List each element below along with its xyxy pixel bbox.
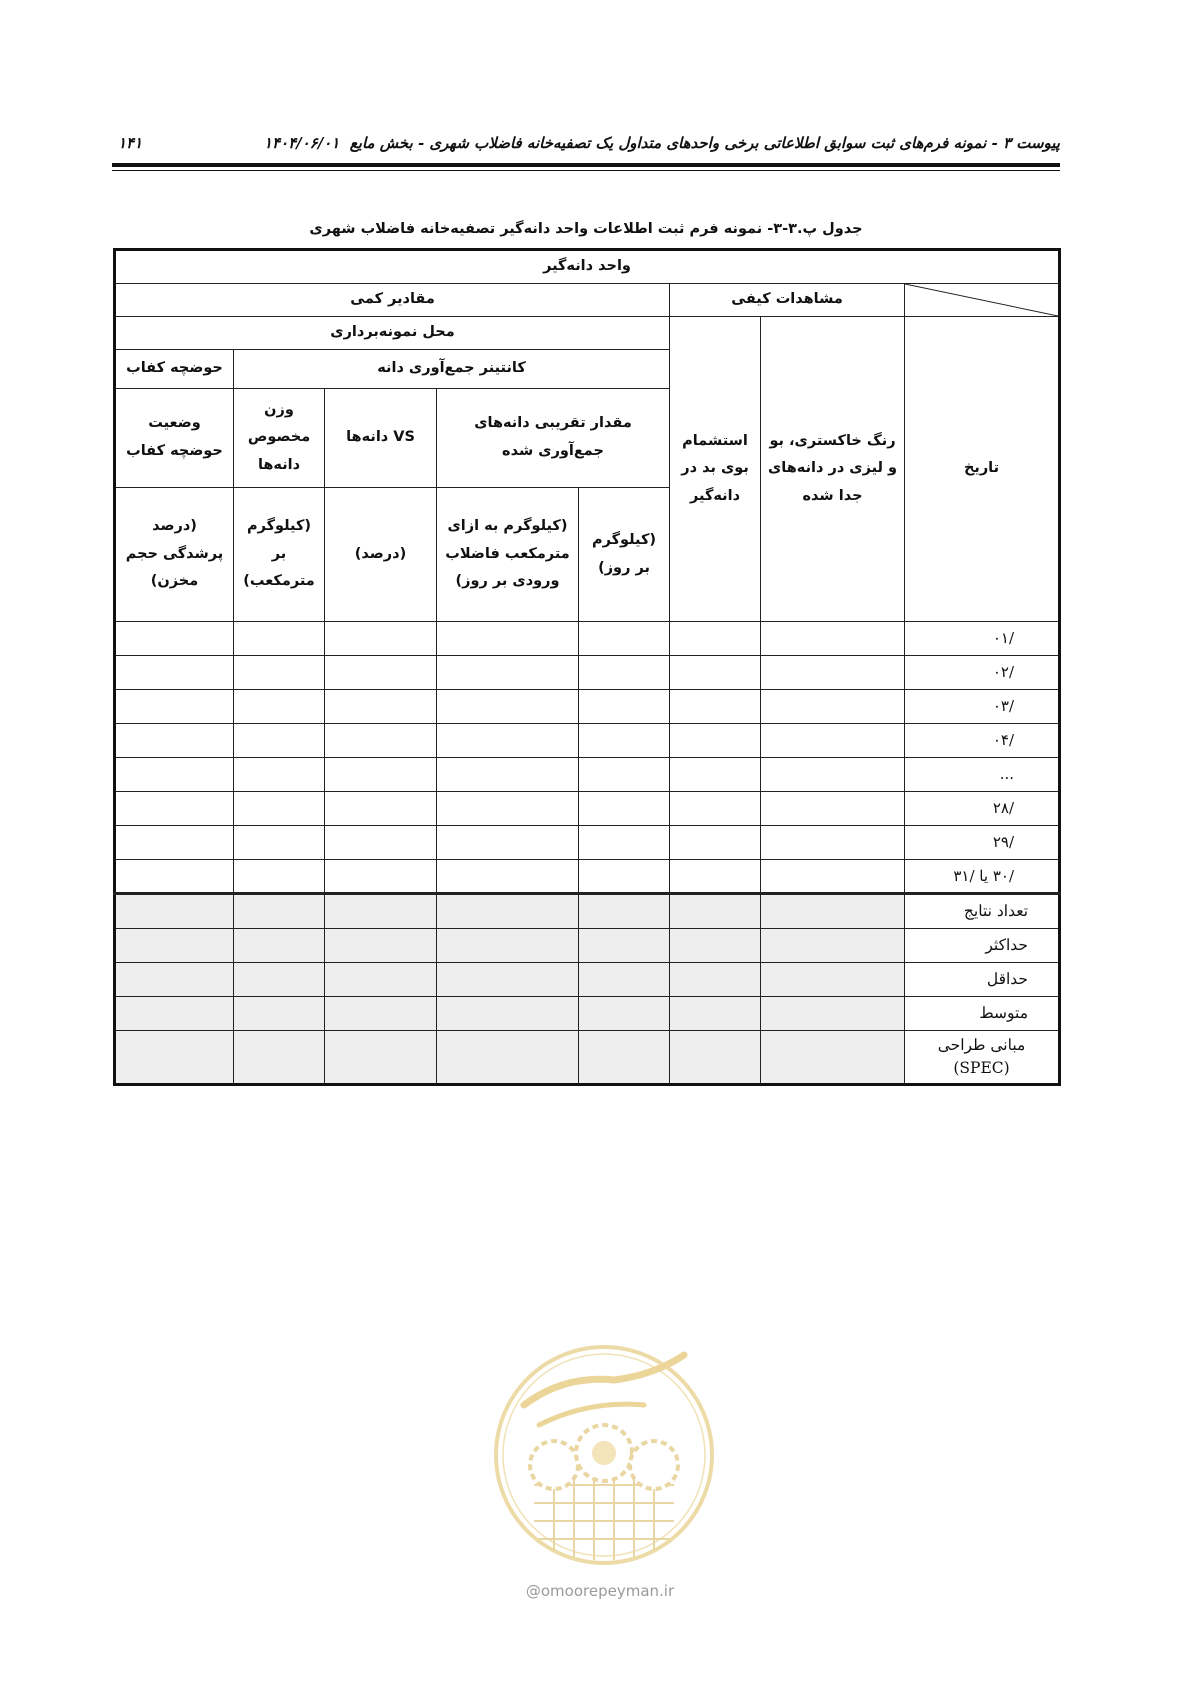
entry-cell[interactable] <box>437 860 579 894</box>
summary-cell[interactable] <box>115 963 234 997</box>
entry-cell[interactable] <box>579 758 670 792</box>
summary-row <box>115 997 1060 1031</box>
date-cell: ... <box>905 758 1060 792</box>
summary-row <box>115 963 1060 997</box>
entry-cell[interactable] <box>437 656 579 690</box>
summary-cell[interactable] <box>325 929 437 963</box>
entry-cell[interactable] <box>115 622 234 656</box>
entry-cell[interactable] <box>761 622 905 656</box>
date-cell: /۰۴ <box>905 724 1060 758</box>
grit-amount-header: مقدار تقریبی دانه‌های جمع‌آوری شده <box>437 389 670 488</box>
entry-cell[interactable] <box>437 622 579 656</box>
header-date: ۱۴۰۴/۰۶/۰۱ <box>263 134 340 152</box>
page-header <box>112 130 1060 158</box>
entry-cell[interactable] <box>234 758 325 792</box>
entry-cell[interactable] <box>761 690 905 724</box>
summary-cell[interactable] <box>670 963 761 997</box>
summary-cell[interactable] <box>579 1031 670 1085</box>
summary-cell[interactable] <box>579 929 670 963</box>
entry-cell[interactable] <box>579 724 670 758</box>
entry-cell[interactable] <box>437 690 579 724</box>
entry-cell[interactable] <box>115 792 234 826</box>
summary-row <box>115 1031 1060 1085</box>
entry-cell[interactable] <box>234 860 325 894</box>
header-rule-thin <box>112 170 1060 171</box>
entry-cell[interactable] <box>761 656 905 690</box>
entry-cell[interactable] <box>670 758 761 792</box>
summary-cell[interactable] <box>437 929 579 963</box>
summary-label: تعداد نتایج <box>905 894 1060 929</box>
summary-cell[interactable] <box>234 997 325 1031</box>
date-cell: /۰۳ <box>905 690 1060 724</box>
date-cell: /۰۱ <box>905 622 1060 656</box>
entry-cell[interactable] <box>234 826 325 860</box>
summary-cell[interactable] <box>115 1031 234 1085</box>
qualitative-observations-header: مشاهدات کیفی <box>670 284 905 317</box>
table-row <box>115 656 1060 690</box>
entry-cell[interactable] <box>234 792 325 826</box>
entry-cell[interactable] <box>579 622 670 656</box>
table-caption: جدول پ.۳-۳- نمونه فرم ثبت اطلاعات واحد دانه‌گیر تصفیه‌خانه فاضلاب شهری <box>309 221 863 237</box>
summary-cell[interactable] <box>234 963 325 997</box>
quantitative-values-header: مقادیر کمی <box>115 284 670 317</box>
grit-unit-form-table <box>113 248 1061 1086</box>
table-row <box>115 690 1060 724</box>
header-rule-thick <box>112 163 1060 167</box>
table-row <box>115 792 1060 826</box>
date-cell: /۰۲ <box>905 656 1060 690</box>
date-cell: /۲۹ <box>905 826 1060 860</box>
summary-cell[interactable] <box>761 963 905 997</box>
summary-cell[interactable] <box>115 894 234 929</box>
entry-cell[interactable] <box>761 860 905 894</box>
summary-cell[interactable] <box>325 1031 437 1085</box>
entry-cell[interactable] <box>325 724 437 758</box>
date-header: تاریخ <box>905 317 1060 622</box>
entry-cell[interactable] <box>234 656 325 690</box>
entry-cell[interactable] <box>234 724 325 758</box>
unit-fill-percent: (درصد پرشدگی حجم مخزن) <box>115 488 234 622</box>
summary-cell[interactable] <box>234 929 325 963</box>
entry-cell[interactable] <box>579 656 670 690</box>
entry-cell[interactable] <box>234 622 325 656</box>
summary-cell[interactable] <box>234 894 325 929</box>
entry-cell[interactable] <box>115 860 234 894</box>
summary-cell[interactable] <box>761 894 905 929</box>
summary-label: حداقل <box>905 963 1060 997</box>
table-row <box>115 758 1060 792</box>
summary-cell[interactable] <box>115 997 234 1031</box>
table-title: واحد دانه‌گیر <box>115 250 1060 284</box>
entry-cell[interactable] <box>115 758 234 792</box>
entry-cell[interactable] <box>579 826 670 860</box>
summary-cell[interactable] <box>670 1031 761 1085</box>
table-row <box>115 860 1060 894</box>
entry-cell[interactable] <box>437 758 579 792</box>
entry-cell[interactable] <box>115 826 234 860</box>
entry-cell[interactable] <box>325 860 437 894</box>
header-title: پیوست ۳ - نمونه فرم‌های ثبت سوابق اطلاعاتی برخی واحدهای متداول یک تصفیه‌خانه فاضلاب شهری - بخش مایع ۱۴۰۴/۰۶/۰۱ <box>263 134 1060 152</box>
summary-cell[interactable] <box>579 894 670 929</box>
summary-cell[interactable] <box>437 997 579 1031</box>
entry-cell[interactable] <box>670 724 761 758</box>
watermark-logo <box>494 1335 714 1575</box>
entry-cell[interactable] <box>325 792 437 826</box>
date-cell: /۲۸ <box>905 792 1060 826</box>
summary-cell[interactable] <box>437 1031 579 1085</box>
table-row <box>115 826 1060 860</box>
entry-cell[interactable] <box>579 860 670 894</box>
entry-cell[interactable] <box>579 690 670 724</box>
summary-row <box>115 894 1060 929</box>
summary-cell[interactable] <box>579 963 670 997</box>
summary-cell[interactable] <box>437 894 579 929</box>
summary-cell[interactable] <box>234 1031 325 1085</box>
table-row <box>115 724 1060 758</box>
unit-kg-per-m3: (کیلوگرم بر مترمکعب) <box>234 488 325 622</box>
entry-cell[interactable] <box>761 724 905 758</box>
entry-cell[interactable] <box>670 690 761 724</box>
entry-cell[interactable] <box>670 622 761 656</box>
page-number: ۱۴۱ <box>118 134 143 152</box>
odor-smell-header: استشمام بوی بد در دانه‌گیر <box>670 317 761 622</box>
entry-cell[interactable] <box>579 792 670 826</box>
table-row <box>115 622 1060 656</box>
entry-cell[interactable] <box>761 826 905 860</box>
unit-kg-per-m3-influent: (کیلوگرم به ازای مترمکعب فاضلاب ورودی بر روز) <box>437 488 579 622</box>
summary-label: حداکثر <box>905 929 1060 963</box>
entry-cell[interactable] <box>670 860 761 894</box>
entry-cell[interactable] <box>115 690 234 724</box>
summary-row <box>115 929 1060 963</box>
entry-cell[interactable] <box>761 792 905 826</box>
summary-cell[interactable] <box>115 929 234 963</box>
entry-cell[interactable] <box>437 792 579 826</box>
summary-cell[interactable] <box>761 997 905 1031</box>
unit-percent: (درصد) <box>325 488 437 622</box>
specific-weight-header: وزن مخصوص دانه‌ها <box>234 389 325 488</box>
entry-cell[interactable] <box>325 622 437 656</box>
entry-cell[interactable] <box>325 690 437 724</box>
entry-cell[interactable] <box>670 826 761 860</box>
summary-cell[interactable] <box>670 929 761 963</box>
entry-cell[interactable] <box>234 690 325 724</box>
unit-kg-per-day: (کیلوگرم بر روز) <box>579 488 670 622</box>
sampling-location-header: محل نمونه‌برداری <box>115 317 670 350</box>
entry-cell[interactable] <box>670 656 761 690</box>
entry-cell[interactable] <box>325 758 437 792</box>
entry-cell[interactable] <box>670 792 761 826</box>
summary-cell[interactable] <box>325 894 437 929</box>
summary-cell[interactable] <box>670 894 761 929</box>
scum-basin-status-header: وضعیت حوضچه کفاب <box>115 389 234 488</box>
entry-cell[interactable] <box>115 724 234 758</box>
summary-label: مبانی طراحی (SPEC) <box>905 1031 1060 1085</box>
date-cell: /۳۰ یا /۳۱ <box>905 860 1060 894</box>
grit-container-header: کانتینر جمع‌آوری دانه <box>234 350 670 389</box>
summary-cell[interactable] <box>761 1031 905 1085</box>
summary-cell[interactable] <box>437 963 579 997</box>
entry-cell[interactable] <box>761 758 905 792</box>
scum-basin-header: حوضچه کفاب <box>115 350 234 389</box>
entry-cell[interactable] <box>115 656 234 690</box>
entry-cell[interactable] <box>437 724 579 758</box>
color-odor-slipperiness-header: رنگ خاکستری، بو و لیزی در دانه‌های جدا شده <box>761 317 905 622</box>
summary-label: متوسط <box>905 997 1060 1031</box>
summary-cell[interactable] <box>761 929 905 963</box>
summary-cell[interactable] <box>325 963 437 997</box>
summary-cell[interactable] <box>670 997 761 1031</box>
entry-cell[interactable] <box>325 656 437 690</box>
vs-header: VS دانه‌ها <box>325 389 437 488</box>
entry-cell[interactable] <box>437 826 579 860</box>
diagonal-corner-cell <box>905 284 1060 317</box>
watermark-url: @omoorepeyman.ir <box>525 1582 675 1600</box>
summary-cell[interactable] <box>579 997 670 1031</box>
entry-cell[interactable] <box>325 826 437 860</box>
summary-cell[interactable] <box>325 997 437 1031</box>
